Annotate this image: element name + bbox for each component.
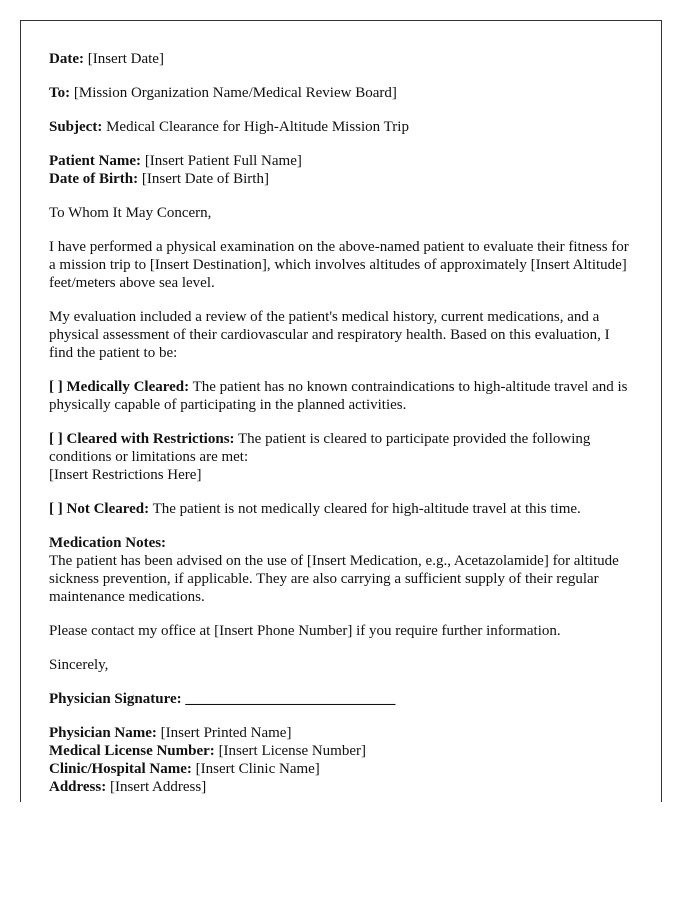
paragraph-examination: I have performed a physical examination on the above-named patient to evaluate their fitness for a mission trip to [Insert Destination], which involves altitudes of approximately [Insert Altitude] feet/meters above sea level. — [49, 239, 629, 291]
checkbox[interactable]: [ ] — [49, 379, 63, 395]
salutation: To Whom It May Concern, — [49, 205, 212, 221]
checkbox[interactable]: [ ] — [49, 431, 63, 447]
checkbox[interactable]: [ ] — [49, 501, 63, 517]
to-line: To: [Mission Organization Name/Medical Review Board] — [49, 85, 397, 101]
subject-line: Subject: Medical Clearance for High-Altitude Mission Trip — [49, 119, 409, 135]
date-line: Date: [Insert Date] — [49, 51, 164, 67]
restrictions-value: [Insert Restrictions Here] — [49, 467, 202, 483]
letter-page — [20, 20, 662, 802]
medication-heading: Medication Notes: — [49, 535, 167, 551]
subject-value: Medical Clearance for High-Altitude Mission Trip — [106, 119, 409, 135]
patient-name: [Insert Patient Full Name] — [144, 153, 302, 169]
to-value: [Mission Organization Name/Medical Review Board] — [73, 85, 397, 101]
medication-notes: Medication Notes: The patient has been advised on the use of [Insert Medication, e.g., Acetazolamide] for altitude sickness prevention, if applicable. They are also carrying a sufficient supply of their regular maintenance medications. — [49, 535, 619, 605]
option-cleared: [ ] Medically Cleared: The patient has no known contraindications to high-altitude travel and is physically capable of participating in the planned activities. — [49, 379, 628, 413]
contact-paragraph: Please contact my office at [Insert Phone Number] if you require further information. — [49, 623, 561, 639]
paragraph-evaluation: My evaluation included a review of the patient's medical history, current medications, and a physical assessment of their cardiovascular and respiratory health. Based on this evaluation, I find the patient to be: — [49, 309, 610, 361]
closing: Sincerely, — [49, 657, 109, 673]
patient-dob: [Insert Date of Birth] — [141, 171, 269, 187]
signature-field[interactable]: ____________________________ — [185, 691, 396, 707]
physician-info: Physician Name: [Insert Printed Name] Medical License Number: [Insert License Number] Clinic/Hospital Name: [Insert Clinic Name] Address: [Insert Address] — [49, 725, 366, 795]
signature-line: Physician Signature: ____________________________ — [49, 691, 396, 707]
option-restrictions: [ ] Cleared with Restrictions: The patient is cleared to participate provided the following conditions or limitations are met: [Insert Restrictions Here] — [49, 431, 591, 483]
date-value: [Insert Date] — [87, 51, 164, 67]
patient-info: Patient Name: [Insert Patient Full Name] Date of Birth: [Insert Date of Birth] — [49, 153, 302, 187]
option-not-cleared: [ ] Not Cleared: The patient is not medically cleared for high-altitude travel at this time. — [49, 501, 581, 517]
